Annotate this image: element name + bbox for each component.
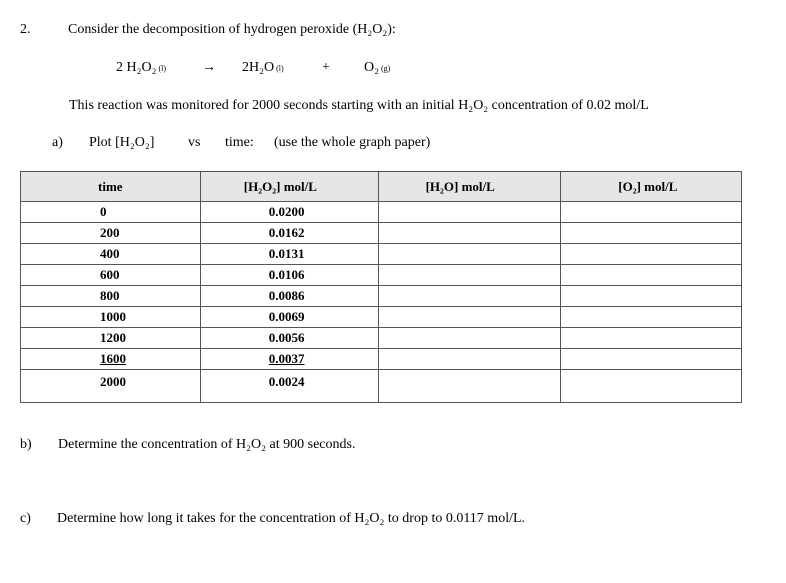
part-a-time: time: bbox=[225, 135, 254, 150]
part-b-text: Determine the concentration of H₂O₂ at 900 seconds. bbox=[58, 437, 356, 452]
header-h2o2: [H₂O₂] mol/L bbox=[200, 172, 378, 202]
cell-time: 0 bbox=[21, 202, 201, 223]
table-row bbox=[21, 307, 742, 328]
cell-o2 bbox=[561, 370, 742, 403]
part-c-letter: c) bbox=[20, 511, 31, 526]
cell-time: 2000 bbox=[21, 370, 201, 403]
table-row bbox=[21, 349, 742, 370]
equation-arrow: → bbox=[202, 60, 216, 75]
header-h2o: [H₂O] mol/L bbox=[378, 172, 561, 202]
cell-h2o2: 0.0086 bbox=[200, 286, 378, 307]
data-table bbox=[20, 171, 742, 403]
cell-h2o2: 0.0069 bbox=[200, 307, 378, 328]
cell-time: 800 bbox=[21, 286, 201, 307]
cell-h2o2: 0.0106 bbox=[200, 265, 378, 286]
cell-o2 bbox=[561, 349, 742, 370]
part-b-letter: b) bbox=[20, 437, 32, 452]
cell-o2 bbox=[561, 223, 742, 244]
cell-h2o bbox=[378, 349, 561, 370]
cell-h2o2: 0.0200 bbox=[200, 202, 378, 223]
table-header-row bbox=[21, 172, 742, 202]
cell-h2o bbox=[378, 286, 561, 307]
cell-h2o bbox=[378, 244, 561, 265]
cell-h2o bbox=[378, 202, 561, 223]
table-row bbox=[21, 223, 742, 244]
cell-time: 1200 bbox=[21, 328, 201, 349]
cell-h2o2: 0.0024 bbox=[200, 370, 378, 403]
cell-o2 bbox=[561, 202, 742, 223]
part-a-plot-label: Plot [H₂O₂] bbox=[89, 135, 155, 150]
monitor-text: This reaction was monitored for 2000 seconds starting with an initial H₂O₂ concentration of 0.02 mol/L bbox=[69, 98, 649, 113]
cell-o2 bbox=[561, 265, 742, 286]
cell-time: 1600 bbox=[21, 349, 201, 370]
equation-reactant: 2 H₂O₂ (l) bbox=[116, 60, 167, 75]
question-number: 2. bbox=[20, 22, 31, 37]
cell-h2o2: 0.0056 bbox=[200, 328, 378, 349]
cell-h2o bbox=[378, 328, 561, 349]
equation-product-water: 2H₂O (l) bbox=[242, 60, 284, 75]
equation-plus: + bbox=[322, 60, 330, 75]
cell-time: 1000 bbox=[21, 307, 201, 328]
cell-h2o bbox=[378, 223, 561, 244]
cell-h2o bbox=[378, 370, 561, 403]
table-row bbox=[21, 286, 742, 307]
table-row bbox=[21, 202, 742, 223]
cell-o2 bbox=[561, 307, 742, 328]
cell-time: 600 bbox=[21, 265, 201, 286]
table-row bbox=[21, 244, 742, 265]
cell-o2 bbox=[561, 328, 742, 349]
cell-o2 bbox=[561, 244, 742, 265]
table-row bbox=[21, 370, 742, 403]
table-row bbox=[21, 265, 742, 286]
cell-h2o bbox=[378, 265, 561, 286]
part-a-vs: vs bbox=[188, 135, 201, 150]
cell-h2o2: 0.0037 bbox=[200, 349, 378, 370]
table-row bbox=[21, 328, 742, 349]
cell-time: 400 bbox=[21, 244, 201, 265]
cell-h2o bbox=[378, 307, 561, 328]
part-a-note: (use the whole graph paper) bbox=[274, 135, 431, 150]
cell-time: 200 bbox=[21, 223, 201, 244]
header-time: time bbox=[21, 172, 201, 202]
cell-o2 bbox=[561, 286, 742, 307]
cell-h2o2: 0.0162 bbox=[200, 223, 378, 244]
cell-h2o2: 0.0131 bbox=[200, 244, 378, 265]
part-a-letter: a) bbox=[52, 135, 63, 150]
equation-product-oxygen: O₂ (g) bbox=[364, 60, 391, 75]
part-c-text: Determine how long it takes for the concentration of H₂O₂ to drop to 0.0117 mol/L. bbox=[57, 511, 526, 526]
header-o2: [O₂] mol/L bbox=[561, 172, 742, 202]
question-intro: Consider the decomposition of hydrogen peroxide (H₂O₂): bbox=[68, 22, 396, 37]
